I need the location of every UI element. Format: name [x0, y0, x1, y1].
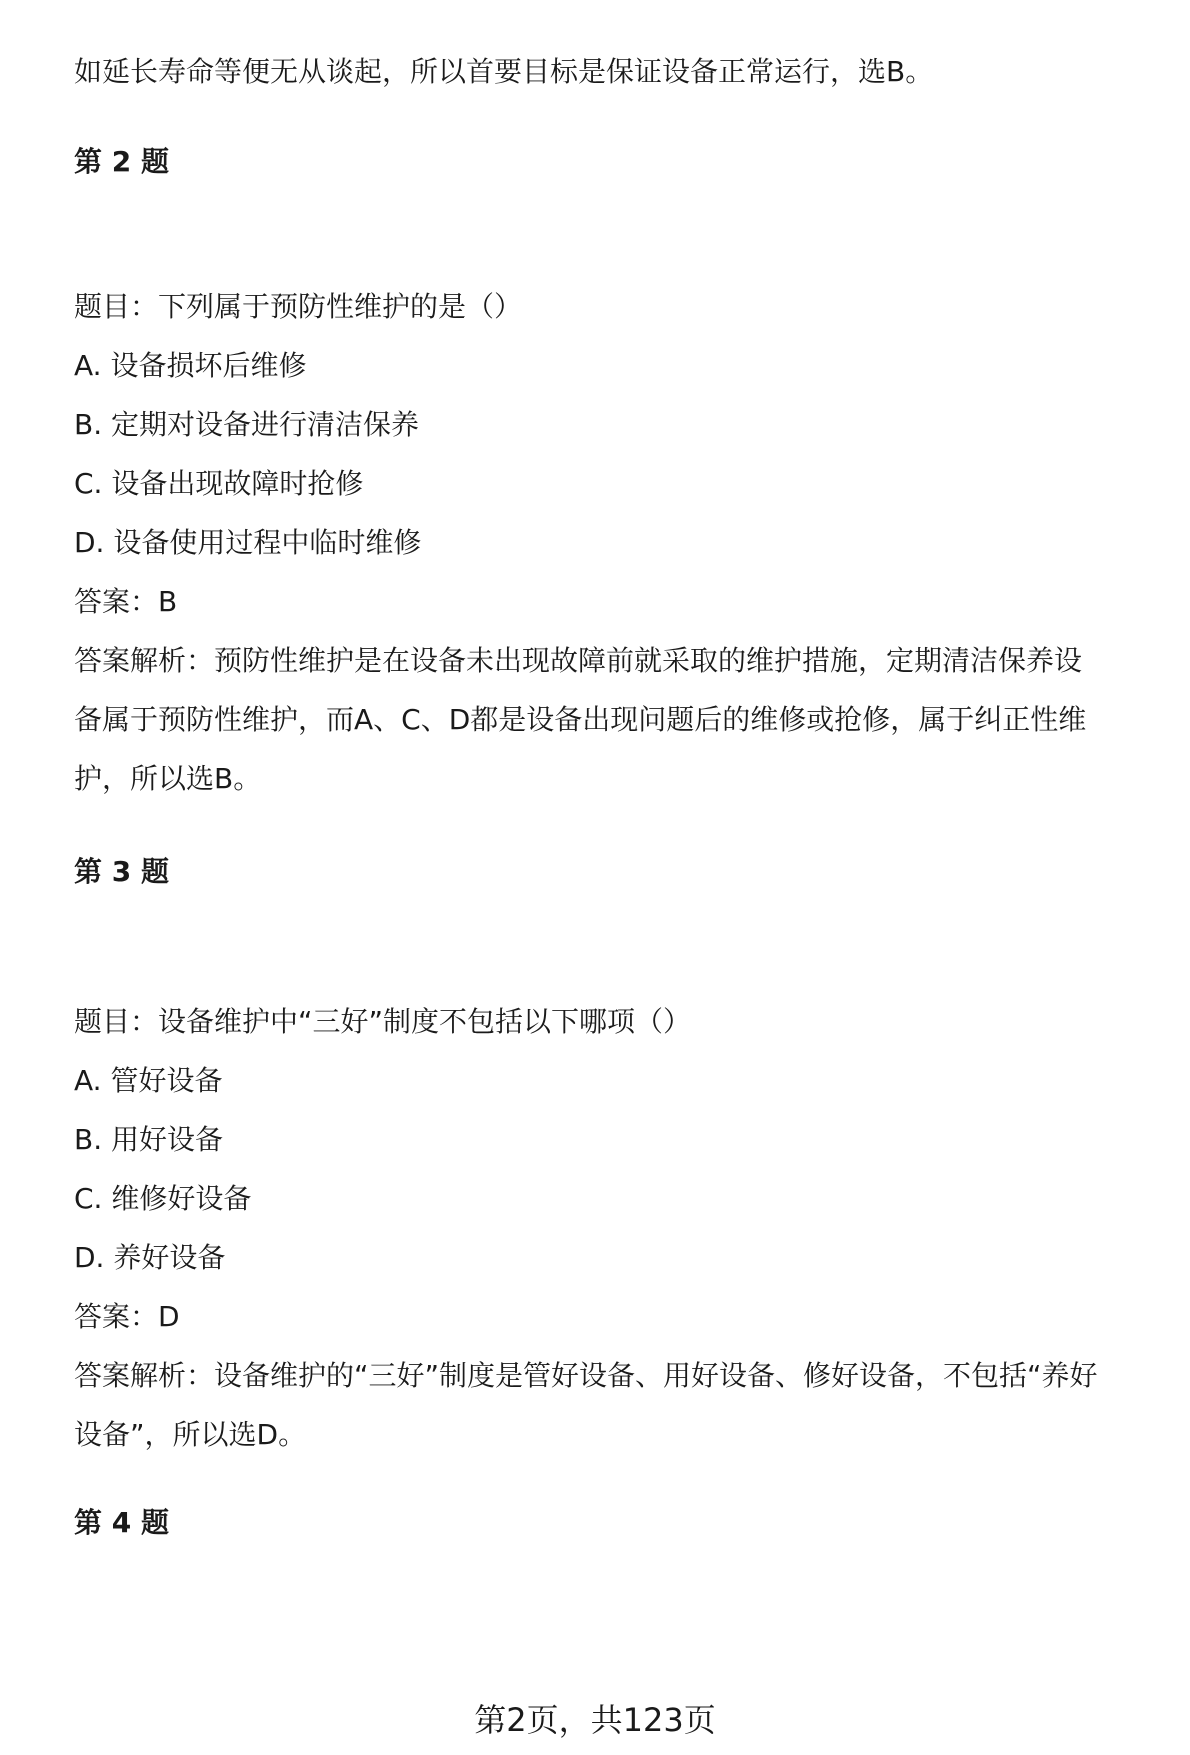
- analysis-line: 设备”，所以选D。: [74, 1418, 307, 1451]
- analysis-line: 答案解析：预防性维护是在设备未出现故障前就采取的维护措施，定期清洁保养设: [74, 644, 1083, 677]
- option-b: B. 定期对设备进行清洁保养: [74, 408, 420, 441]
- analysis-line: 护，所以选B。: [74, 762, 262, 795]
- intro-text-line: 如延长寿命等便无从谈起，所以首要目标是保证设备正常运行，选B。: [74, 55, 934, 88]
- option-a: A. 设备损坏后维修: [74, 349, 307, 382]
- answer-text: 答案：D: [74, 1300, 180, 1333]
- page-number-footer: 第2页，共123页: [474, 1701, 716, 1739]
- question-stem: 题目：下列属于预防性维护的是（）: [74, 290, 523, 323]
- option-d: D. 设备使用过程中临时维修: [74, 526, 422, 559]
- question-stem: 题目：设备维护中“三好”制度不包括以下哪项（）: [74, 1005, 692, 1038]
- option-b: B. 用好设备: [74, 1123, 224, 1156]
- option-c: C. 设备出现故障时抢修: [74, 467, 364, 500]
- option-d: D. 养好设备: [74, 1241, 226, 1274]
- question-heading: 第 3 题: [74, 855, 169, 888]
- question-heading: 第 4 题: [74, 1506, 169, 1539]
- analysis-line: 备属于预防性维护，而A、C、D都是设备出现问题后的维修或抢修，属于纠正性维: [74, 703, 1087, 736]
- answer-text: 答案：B: [74, 585, 178, 618]
- option-a: A. 管好设备: [74, 1064, 223, 1097]
- option-c: C. 维修好设备: [74, 1182, 252, 1215]
- question-heading: 第 2 题: [74, 145, 169, 178]
- analysis-line: 答案解析：设备维护的“三好”制度是管好设备、用好设备、修好设备，不包括“养好: [74, 1359, 1098, 1392]
